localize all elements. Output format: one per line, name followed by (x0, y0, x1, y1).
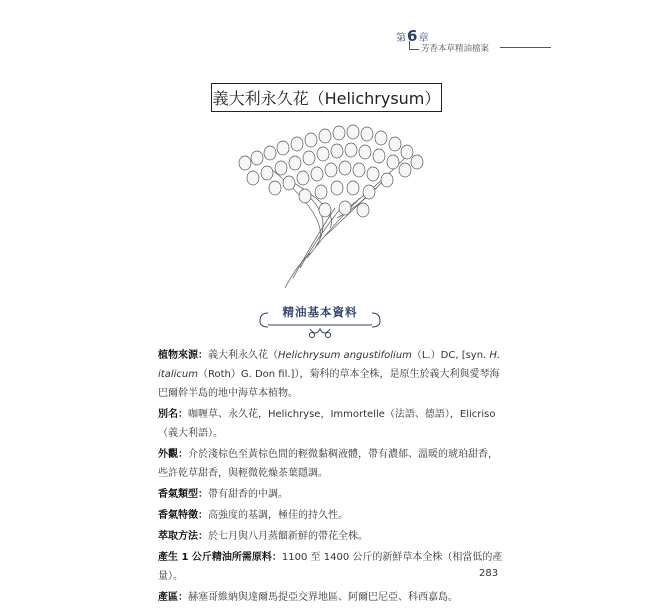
plant-source-latin: Helichrysum angustifolium (278, 350, 412, 361)
aroma-type (158, 485, 503, 504)
alias (158, 405, 503, 443)
extraction-label: 萃取方法： (158, 531, 208, 542)
alias-text: 咖喱草、永久花，Helichryse，Immortelle（法語、德語），Elicriso（義大利語）。 (158, 409, 496, 439)
appearance (158, 445, 503, 483)
yield-text: 1100 至 1400 公斤的新鮮草本全株（相當低的產量）。 (158, 552, 503, 582)
aroma-feature-label: 香氣特徵： (158, 510, 208, 521)
plant-source (158, 346, 503, 403)
header-rule (500, 47, 551, 48)
chapter-subtitle: 芳香本草精油檔案 (421, 44, 490, 54)
appearance-label: 外觀： (158, 449, 188, 460)
plant-source-latin-b: H. italicum (158, 350, 501, 380)
page-number: 283 (479, 568, 499, 579)
header-short-rule (409, 49, 419, 50)
origin (158, 588, 503, 607)
aroma-type-label: 香氣類型： (158, 489, 208, 500)
chapter-suffix: 章 (418, 33, 429, 44)
extraction-method (158, 527, 503, 546)
origin-text: 赫塞哥維納與達爾馬提亞交界地區、阿爾巴尼亞、科西嘉島。 (188, 592, 458, 603)
section-heading-text: 精油基本資料 (282, 305, 358, 319)
chapter-prefix: 第 (396, 33, 406, 44)
extraction-text: 於七月與八月蒸餾新鮮的帶花全株。 (208, 531, 368, 542)
essential-oil-info (158, 346, 503, 609)
plant-source-text: 義大利永久花（ (208, 350, 278, 361)
yield (158, 548, 503, 586)
plant-source-label: 植物來源： (158, 350, 208, 361)
alias-label: 別名： (158, 409, 188, 420)
aroma-feature-text: 高強度的基調，極佳的持久性。 (208, 510, 348, 521)
origin-label: 產區： (158, 592, 188, 603)
yield-label: 產生 1 公斤精油所需原料： (158, 552, 282, 563)
plant-source-text-b: （L.）DC, [syn. (411, 350, 490, 361)
aroma-type-text: 帶有甜香的中調。 (208, 489, 288, 500)
helichrysum-illustration (225, 118, 435, 298)
plant-source-text-c: （Roth）G. Don fil.]），菊科的草本全株，是原生於義大利與愛琴海巴爾幹半島的地中海草本植物。 (158, 369, 500, 399)
section-heading-ornament (258, 301, 382, 345)
appearance-text: 介於淺棕色至黃棕色間的輕微黏稠液體，帶有濃郁、溫暖的琥珀甜香，些許乾草甜香，與輕微乾燥茶葉隱調。 (158, 449, 498, 479)
aroma-feature (158, 506, 503, 525)
chapter-number: 6 (407, 27, 418, 45)
page-title: 義大利永久花（Helichrysum） (211, 83, 442, 112)
